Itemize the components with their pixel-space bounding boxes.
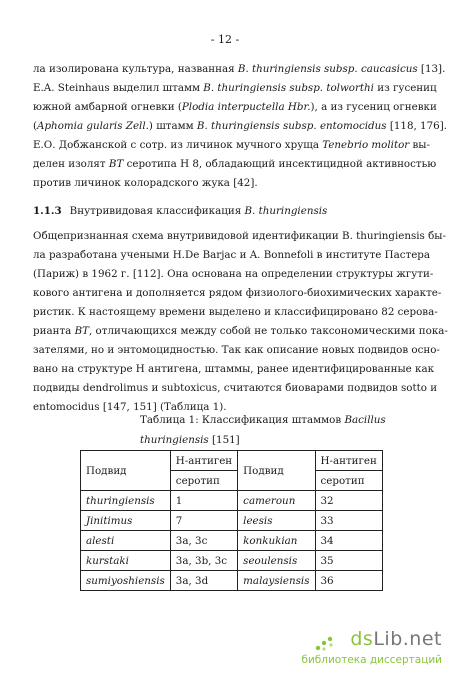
- text-span: [118, 176].: [386, 120, 447, 132]
- section-title-species: B. thuringiensis: [244, 205, 328, 217]
- section-heading: [33, 205, 327, 217]
- subspecies-cell: cameroun: [238, 491, 315, 511]
- text-span: против личинок колорадского жука [42].: [33, 177, 258, 189]
- subspecies-cell: kurstaki: [81, 551, 171, 571]
- text-line: [33, 60, 446, 79]
- subspecies-cell: sumiyoshiensis: [81, 571, 171, 591]
- text-line: [33, 174, 425, 193]
- text-line: [33, 79, 437, 98]
- serotype-cell: 3a, 3d: [170, 571, 237, 591]
- text-line: [33, 341, 440, 360]
- species-name: Plodia interpuctella Hbr.: [181, 101, 311, 113]
- text-line: [33, 98, 437, 117]
- serotype-cell: 34: [315, 531, 382, 551]
- table-row: [81, 511, 383, 531]
- serotype-cell: 3a, 3c: [170, 531, 237, 551]
- header-cell: Н-антиген: [315, 451, 382, 471]
- caption-species: thuringiensis: [140, 434, 209, 446]
- header-cell: Н-антиген: [170, 451, 237, 471]
- text-span: подвиды dendrolimus и subtoxicus, считаются биоварами подвидов sotto и: [33, 382, 438, 394]
- text-span: [13].: [417, 63, 446, 75]
- text-span: (: [33, 120, 38, 132]
- serotype-cell: 32: [315, 491, 382, 511]
- species-name: Tenebrio molitor: [322, 139, 410, 151]
- subheader-cell: серотип: [170, 471, 237, 491]
- text-line: [33, 117, 447, 136]
- page-number: - 12 -: [210, 33, 240, 46]
- caption-citation: [151]: [208, 434, 240, 446]
- text-line: [33, 136, 430, 155]
- text-line: [33, 379, 438, 398]
- subspecies-cell: thuringiensis: [81, 491, 171, 511]
- text-line: [33, 322, 448, 341]
- text-line: [33, 227, 446, 246]
- caption-text: Таблица 1: Классификация штаммов: [140, 414, 345, 426]
- text-span: делен изолят: [33, 158, 109, 170]
- text-span: южной амбарной огневки (: [33, 101, 182, 113]
- caption-line: [140, 430, 386, 450]
- text-span: Е.О. Добжанской с сотр. из личинок мучного хруща: [33, 139, 323, 151]
- table-row: [81, 531, 383, 551]
- paragraph-classification: [33, 227, 448, 417]
- subspecies-cell: malaysiensis: [238, 571, 315, 591]
- serotype-cell: 1: [170, 491, 237, 511]
- header-cell: Подвид: [81, 451, 171, 491]
- section-title-text: Внутривидовая классификация: [69, 205, 245, 217]
- text-span: ) штамм: [148, 120, 197, 132]
- text-span: ла изолирована культура, названная: [33, 63, 238, 75]
- text-span: (Париж) в 1962 г. [112]. Она основана на определении структуры жгути-: [33, 268, 434, 280]
- subspecies-table: [80, 450, 383, 591]
- species-name: B. thuringiensis subsp. tolworthi: [203, 82, 374, 94]
- subspecies-cell: alesti: [81, 531, 171, 551]
- text-line: [33, 155, 437, 174]
- header-cell: Подвид: [238, 451, 315, 491]
- text-line: [33, 284, 442, 303]
- serotype-cell: 35: [315, 551, 382, 571]
- logo-part: Lib.net: [373, 628, 442, 650]
- subspecies-cell: Jinitimus: [81, 511, 171, 531]
- text-span: вы-: [409, 139, 430, 151]
- species-name: B. thuringiensis subsp. entomocidus: [196, 120, 387, 132]
- serotype-cell: 7: [170, 511, 237, 531]
- section-number: 1.1.3: [33, 205, 62, 217]
- table-row: [81, 491, 383, 511]
- watermark-logo: [350, 628, 442, 650]
- text-span: кового антигена и дополняется рядом физиолого-биохимических характе-: [33, 287, 442, 299]
- table-header-row: [81, 451, 383, 471]
- subspecies-cell: konkukian: [238, 531, 315, 551]
- species-name: B. thuringiensis subsp. caucasicus: [237, 63, 418, 75]
- text-span: ристик. К настоящему времени выделено и классифицировано 82 серова-: [33, 306, 438, 318]
- species-name: Aphomia gularis Zell.: [37, 120, 149, 132]
- table-row: [81, 551, 383, 571]
- text-span: ), а из гусениц огневки: [310, 101, 437, 113]
- text-span: ла разработана учеными H.De Barjac и A. Bonnefoli в институте Пастера: [33, 249, 431, 261]
- subspecies-cell: leesis: [238, 511, 315, 531]
- table-caption: [140, 410, 386, 450]
- text-line: [33, 303, 438, 322]
- text-line: [33, 265, 434, 284]
- text-span: Общепризнанная схема внутривидовой идентификации B. thuringiensis бы-: [33, 230, 446, 242]
- dots-icon: [314, 634, 344, 652]
- serotype-cell: 33: [315, 511, 382, 531]
- text-span: вано на структуре Н антигена, штаммы, ранее идентифицированные как: [33, 363, 435, 375]
- caption-genus: Bacillus: [344, 414, 386, 426]
- watermark: [262, 628, 442, 672]
- serotype-cell: 3a, 3b, 3c: [170, 551, 237, 571]
- text-span: серотипа Н 8, обладающий инсектицидной активностью: [123, 158, 437, 170]
- text-span: из гусениц: [373, 82, 437, 94]
- subspecies-cell: seoulensis: [238, 551, 315, 571]
- subheader-cell: серотип: [315, 471, 382, 491]
- serotype-cell: 36: [315, 571, 382, 591]
- table-row: [81, 571, 383, 591]
- abbreviation: BT: [74, 325, 90, 337]
- logo-part: ds: [350, 628, 374, 650]
- abbreviation: BT: [108, 158, 124, 170]
- text-span: E.A. Steinhaus выделил штамм: [33, 82, 204, 94]
- caption-line: [140, 410, 386, 430]
- text-span: entomocidus [147, 151] (Таблица 1).: [33, 401, 227, 413]
- text-line: [33, 246, 431, 265]
- text-span: , отличающихся между собой не только таксономическими пока-: [89, 325, 448, 337]
- watermark-subtitle: библиотека диссертаций: [301, 654, 442, 666]
- text-line: [33, 360, 435, 379]
- text-span: зателями, но и энтомоцидностью. Так как описание новых подвидов осно-: [33, 344, 440, 356]
- text-span: рианта: [33, 325, 75, 337]
- paragraph-strains-history: [33, 60, 447, 193]
